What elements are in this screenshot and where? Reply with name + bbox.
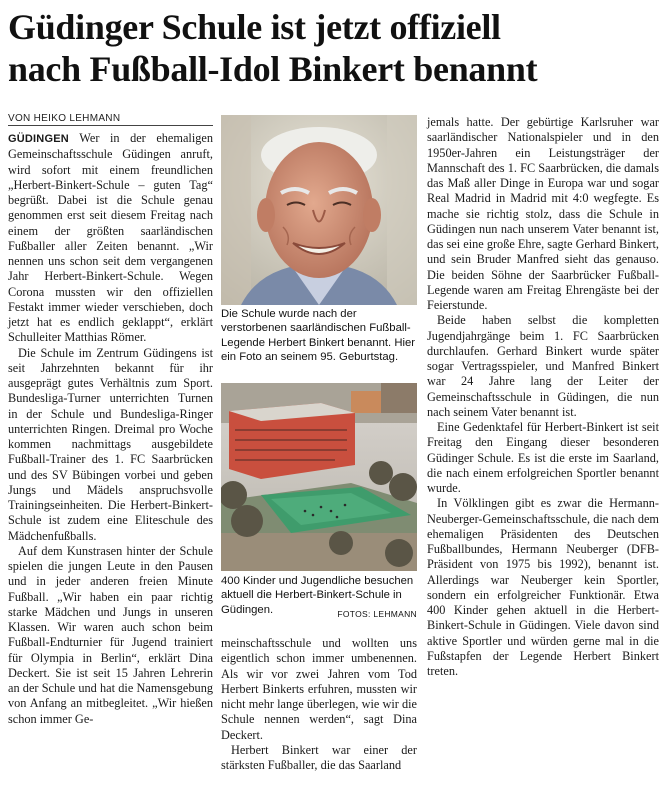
school-aerial-photo [221,383,417,571]
paragraph: Auf dem Kunstrasen hinter der Schule spielen die jungen Leute in den Pausen und in jeder anderen freien Minute Fußball. „Wir haben ein paar richtig starke Mädchen und Jungs in unseren Klassen. Wir waren auch schon beim Fußball-Endturnier für Jugend trainiert für Olympia in Berlin“, erklärt Dina Deckert. Sie ist seit 15 Jahren Lehrerin an der Schule und hat die Namensgebung von Anfang an mitbegleitet. „Wir hießen schon immer Ge- [8,543,213,726]
paragraph: In Völklingen gibt es zwar die Hermann-Neuberger-Gemeinschaftsschule, die nach dem ehemaligen Präsidenten des Deutschen Fußballbundes, Hermann Neuberger (DFB-Präsident von 1975 bis 1992), benannt ist. Allerdings war Neuberger kein Sportler, sondern ein erfolgreicher Funktionär. Etwa 400 Kinder gehen aktuell in die Herbert-Binkert-Schule in Güdingen. Viele davon sind aktive Sportler und würden gerne mal in die Fußstapfen der Legende Herbert Binkert treten. [427,496,659,678]
photo-credit: FOTOS: LEHMANN [337,608,417,619]
paragraph-text: Wer in der ehemaligen Gemeinschaftsschule Güdingen anruft, wird sofort mit einem freundlichen „Herbert-Binkert-Schule – guten Tag“ begrüßt. Dabei ist die Schule genau genommen erst seit diesem Freitag nach einem der größten saarländischen Fußballer aller Zeiten benannt. „Wir nennen uns schon seit dem vergangenen Jahr Herbert-Binkert-Schule. Wegen Corona mussten wir den offiziellen Festakt immer wieder verschieben, doch jetzt hat es endlich geklappt“, erklärt Schulleiter Matthias Römer. [8,131,214,345]
paragraph: Beide haben selbst die kompletten Jugendjahrgänge beim 1. FC Saarbrücken durchlaufen. Gerhard Binkert wurde später sogar Vertragsspieler, und Manfred Binkert war 24 Jahre lang der Leiter der Gemeinschaftsschule in Güdingen, die nun nach seinem Vater benannt ist. [427,313,659,419]
paragraph: jemals hatte. Der gebürtige Karlsruher war saarländischer Nationalspieler und in den 1950er-Jahren ein Leistungsträger der Mannschaft des 1. FC Saarbrücken, die damals das Maß aller Dinge in Europa war und sogar Real Madrid in Madrid mit 4:0 wegfegte. Es mache sie richtig stolz, dass die Schule in Güdingen nun nach unserem Vater benannt ist, das sei eine große Ehre, sagte Gerhard Binkert, und sein Bruder Manfred sieht das genauso. Die beiden Söhne der Saarbrücker Fußball-Legende waren am Freitag Ehrengäste bei der Feierstunde. [427,115,659,312]
headline [8,6,658,90]
paragraph: Eine Gedenktafel für Herbert-Binkert ist seit Freitag den Eingang dieser besonderen Güdinger Schule. Es ist die erste im Saarland, die nach einem erfolgreichen Sportler benannt wurde. [427,420,659,495]
photo-caption-2 [221,574,417,621]
photo-caption-1: Die Schule wurde nach der verstorbenen saarländischen Fußball-Legende Herbert Binkert benannt. Hier ein Foto an seinem 95. Geburtstag. [221,308,416,363]
photo-caption-text: 400 Kinder und Jugendliche besuchen aktuell die Herbert-Binkert-Schule in Güdingen. [221,575,414,616]
dateline: GÜDINGEN [8,133,69,145]
paragraph [8,131,213,346]
article-column-1 [8,131,213,727]
paragraph: Herbert Binkert war einer der stärksten Fußballer, die das Saarland [221,742,417,772]
headline-line-2: nach Fußball-Idol Binkert benannt [8,49,538,89]
headline-line-1: Güdinger Schule ist jetzt offiziell [8,7,501,47]
portrait-photo [221,115,417,305]
paragraph: Die Schule im Zentrum Güdingens ist seit Jahrzehnten bekannt für ihr ausgeprägt gutes Verhältnis zum Sport. Bundesliga-Turner unterrichten Turnen in der Schule und Bundesliga-Ringer unterrichten Ringen. Dreimal pro Woche kommen nachmittags ausgebildete Fußball-Trainer des 1. FC Saarbrücken und des SV Bübingen vorbei und geben Jungs und Mädels anspruchsvolle Trainingseinheiten. Die Herbert-Binkert-Schule ist zudem eine Eliteschule des Mädchenfußballs. [8,345,213,543]
paragraph: meinschaftsschule und wollten uns eigentlich schon immer umbenennen. Als wir vor zwei Jahren vom Tod Herbert Binkerts erfuhren, mussten wir nicht mehr lange überlegen, wie wir die Schule nennen werden“, sagt Dina Deckert. [221,636,417,742]
article-column-3 [427,115,659,679]
byline: VON HEIKO LEHMANN [8,113,213,126]
article-column-2 [221,636,417,773]
